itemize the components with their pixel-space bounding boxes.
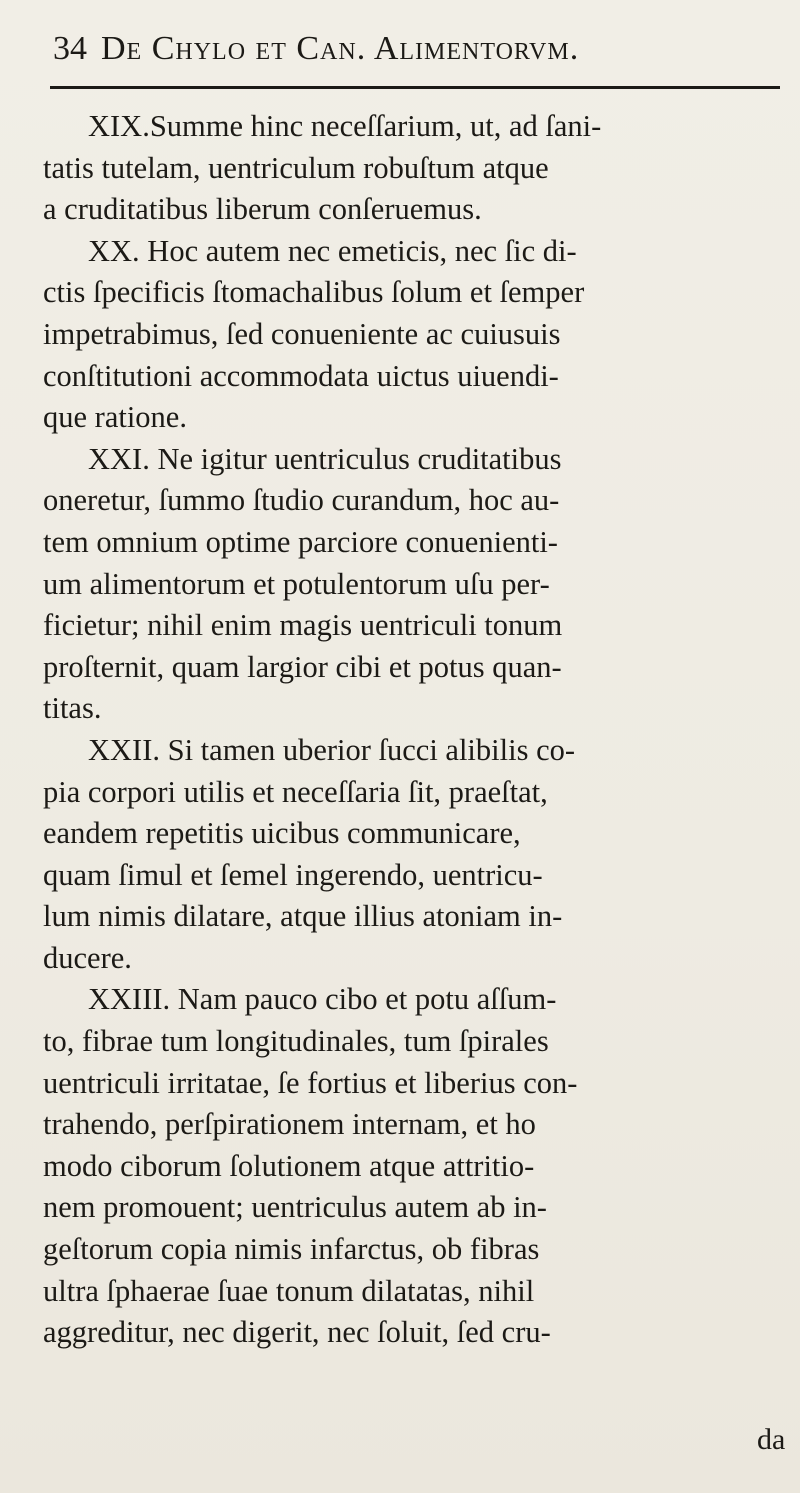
text-line: XXII. Si tamen uberior ſucci alibilis co- [88, 732, 576, 767]
text-line: XX. Hoc autem nec emeticis, nec ſic di- [88, 233, 577, 268]
body-text [43, 106, 788, 1354]
text-line: to, fibrae tum longitudinales, tum ſpirales [43, 1024, 549, 1059]
text-line: pia corpori utilis et neceſſaria ſit, praeſtat, [43, 774, 548, 809]
text-line: ducere. [43, 940, 132, 975]
text-line: eandem repetitis uicibus communicare, [43, 816, 521, 851]
text-line: titas. [43, 691, 102, 726]
text-line: nem promouent; uentriculus autem ab in- [43, 1190, 547, 1225]
catchword: da [757, 1423, 786, 1456]
text-line: ctis ſpecificis ſtomachalibus ſolum et ſemper [43, 275, 585, 310]
page-number: 34 [53, 30, 87, 67]
text-line: geſtorum copia nimis infarctus, ob fibras [43, 1232, 540, 1267]
text-line: impetrabimus, ſed conueniente ac cuiusuis [43, 316, 561, 351]
text-line: quam ſimul et ſemel ingerendo, uentricu- [43, 857, 543, 892]
text-line: XXIII. Nam pauco cibo et potu aſſum- [88, 982, 557, 1017]
text-line: uentriculi irritatae, ſe fortius et liberius con- [43, 1065, 578, 1100]
header-rule [50, 86, 780, 89]
text-line: que ratione. [43, 400, 187, 435]
text-line: conſtitutioni accommodata uictus uiuendi- [43, 358, 559, 393]
text-line: ultra ſphaerae ſuae tonum dilatatas, nihil [43, 1273, 535, 1308]
text-line: ficietur; nihil enim magis uentriculi tonum [43, 608, 563, 643]
running-head-title: De Chylo et Can. Alimentorvm. [101, 30, 580, 67]
text-line: lum nimis dilatare, atque illius atoniam in- [43, 899, 563, 934]
text-line: um alimentorum et potulentorum uſu per- [43, 566, 550, 601]
text-line: aggreditur, nec digerit, nec ſoluit, ſed cru- [43, 1315, 551, 1350]
text-line: oneretur, ſummo ſtudio curandum, hoc au- [43, 483, 560, 518]
text-line: tem omnium optime parciore conuenienti- [43, 524, 558, 559]
text-line: XIX.Summe hinc neceſſarium, ut, ad ſani- [88, 109, 602, 143]
text-line: modo ciborum ſolutionem atque attritio- [43, 1148, 535, 1183]
text-line: a cruditatibus liberum conſeruemus. [43, 192, 482, 227]
text-line: XXI. Ne igitur uentriculus cruditatibus [88, 441, 562, 476]
text-line: trahendo, perſpirationem internam, et ho [43, 1107, 536, 1142]
text-line: tatis tutelam, uentriculum robuſtum atque [43, 150, 549, 185]
running-head [53, 30, 770, 78]
text-line: proſternit, quam largior cibi et potus quan- [43, 649, 562, 684]
